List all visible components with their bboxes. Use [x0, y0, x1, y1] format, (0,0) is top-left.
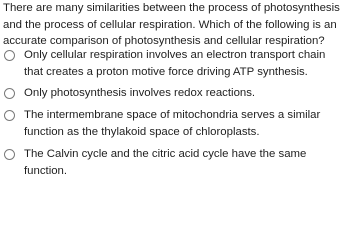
- radio-button-1[interactable]: [4, 50, 15, 61]
- answer-option-4-label: The Calvin cycle and the citric acid cycle have the same function.: [24, 148, 307, 177]
- answer-option-4[interactable]: [0, 146, 346, 180]
- answer-option-2[interactable]: [0, 85, 346, 102]
- radio-button-4[interactable]: [4, 149, 15, 160]
- answer-option-3-label: The intermembrane space of mitochondria serves a similar function as the thylakoid space of chloroplasts.: [24, 109, 321, 138]
- question-text: There are many similarities between the process of photosynthesis and the process of cellular respiration. Which of the following is an accurate comparison of photosynthesis and cellular respiration?: [3, 2, 340, 47]
- answer-option-1[interactable]: [0, 47, 346, 81]
- answer-option-2-label: Only photosynthesis involves redox reactions.: [24, 87, 256, 99]
- answer-option-3[interactable]: [0, 107, 346, 141]
- answer-options: [0, 47, 350, 180]
- radio-button-3[interactable]: [4, 110, 15, 121]
- radio-button-2[interactable]: [4, 88, 15, 99]
- answer-option-1-label: Only cellular respiration involves an electron transport chain that creates a proton motive force driving ATP synthesis.: [24, 49, 326, 78]
